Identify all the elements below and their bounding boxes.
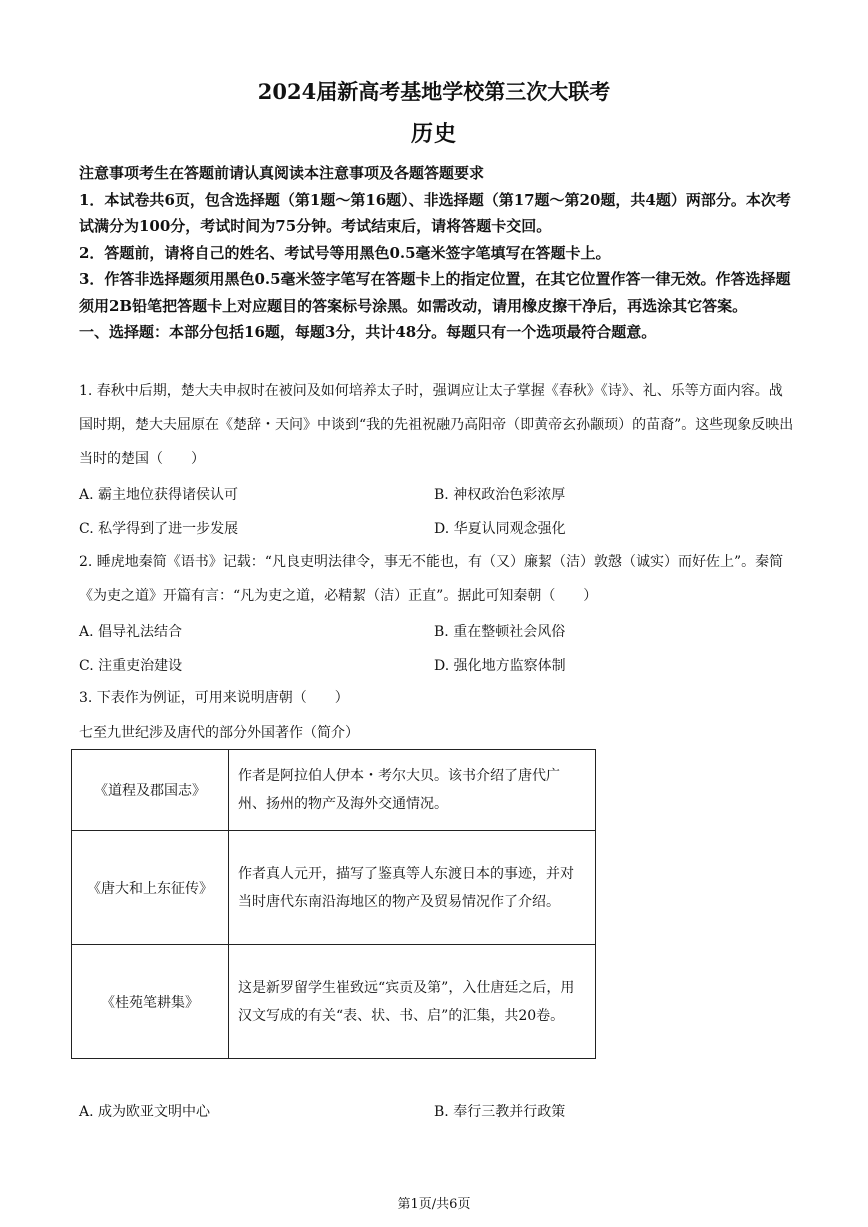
work-name: 《桂苑笔耕集》 [72,945,229,1059]
option-d[interactable]: D. 强化地方监察体制 [434,658,566,674]
notice-item: 1．本试卷共6页，包含选择题（第1题～第16题）、非选择题（第17题～第20题，共4题）两部分。本次考试满分为100分，考试时间为75分钟。考试结束后，请将答题卡交回。 [79,190,791,235]
options-row [79,484,795,504]
subject-title: 历史 [410,121,457,147]
option-c[interactable]: C. 私学得到了进一步发展 [79,521,239,537]
option-a[interactable]: A. 倡导礼法结合 [79,624,183,640]
option-d[interactable]: D. 华夏认同观念强化 [434,521,566,537]
notice-block [79,160,795,346]
option-b[interactable]: B. 神权政治色彩浓厚 [434,487,566,503]
work-name: 《唐大和上东征传》 [72,831,229,945]
table-caption: 七至九世纪涉及唐代的部分外国著作（简介） [79,725,359,741]
table-row [72,945,596,1059]
section-heading: 一、选择题：本部分包括16题，每题3分，共计48分。每题只有一个选项最符合题意。 [79,323,657,341]
options-row [79,655,795,675]
question-2 [79,545,795,613]
work-name: 《道程及郡国志》 [72,750,229,831]
notice-item: 2．答题前，请将自己的姓名、考试号等用黑色0.5毫米签字笔填写在答题卡上。 [79,243,611,262]
option-a[interactable]: A. 霸主地位获得诸侯认可 [79,487,239,503]
option-b[interactable]: B. 奉行三教并行政策 [434,1104,566,1120]
options-row [79,1101,795,1121]
question-stem: 3. 下表作为例证，可用来说明唐朝（ ） [79,690,349,706]
work-desc: 这是新罗留学生崔致远“宾贡及第”，入仕唐廷之后，用汉文写成的有关“表、状、书、启”的汇集，共20卷。 [229,945,596,1059]
notice-item: 3．作答非选择题须用黑色0.5毫米签字笔写在答题卡上的指定位置，在其它位置作答一律无效。作答选择题须用2B铅笔把答题卡上对应题目的答案标号涂黑。如需改动，请用橡皮擦干净后，再选涂其它答案。 [79,270,791,315]
option-b[interactable]: B. 重在整顿社会风俗 [434,624,566,640]
options-row [79,621,795,641]
notice-heading: 注意事项考生在答题前请认真阅读本注意事项及各题答题要求 [79,164,485,182]
works-table [71,749,596,1059]
question-3 [79,681,795,715]
question-stem: 1. 春秋中后期，楚大夫申叔时在被问及如何培养太子时，强调应让太子掌握《春秋》《诗》、礼、乐等方面内容。战国时期，楚大夫屈原在《楚辞・天问》中谈到“我的先祖祝融乃高阳帝（即黄帝玄孙颛顼）的苗裔”。这些现象反映出当时的楚国（ ） [79,383,794,467]
option-c[interactable]: C. 注重吏治建设 [79,658,183,674]
question-stem: 2. 睡虎地秦简《语书》记载：“凡良吏明法律令，事无不能也，有（又）廉絜（洁）敦慤（诚实）而好佐上”。秦简《为吏之道》开篇有言：“凡为吏之道，必精絜（洁）正直”。据此可知秦朝（ ） [79,554,784,604]
work-desc: 作者是阿拉伯人伊本・考尔大贝。该书介绍了唐代广州、扬州的物产及海外交通情况。 [229,750,596,831]
page-footer: 第1页/共6页 [397,1197,471,1212]
table-row [72,750,596,831]
question-1 [79,374,795,476]
work-desc: 作者真人元开，描写了鉴真等人东渡日本的事迹，并对当时唐代东南沿海地区的物产及贸易情况作了介绍。 [229,831,596,945]
exam-title: 2024届新高考基地学校第三次大联考 [257,79,611,104]
options-row [79,518,795,538]
option-a[interactable]: A. 成为欧亚文明中心 [79,1104,211,1120]
table-row [72,831,596,945]
